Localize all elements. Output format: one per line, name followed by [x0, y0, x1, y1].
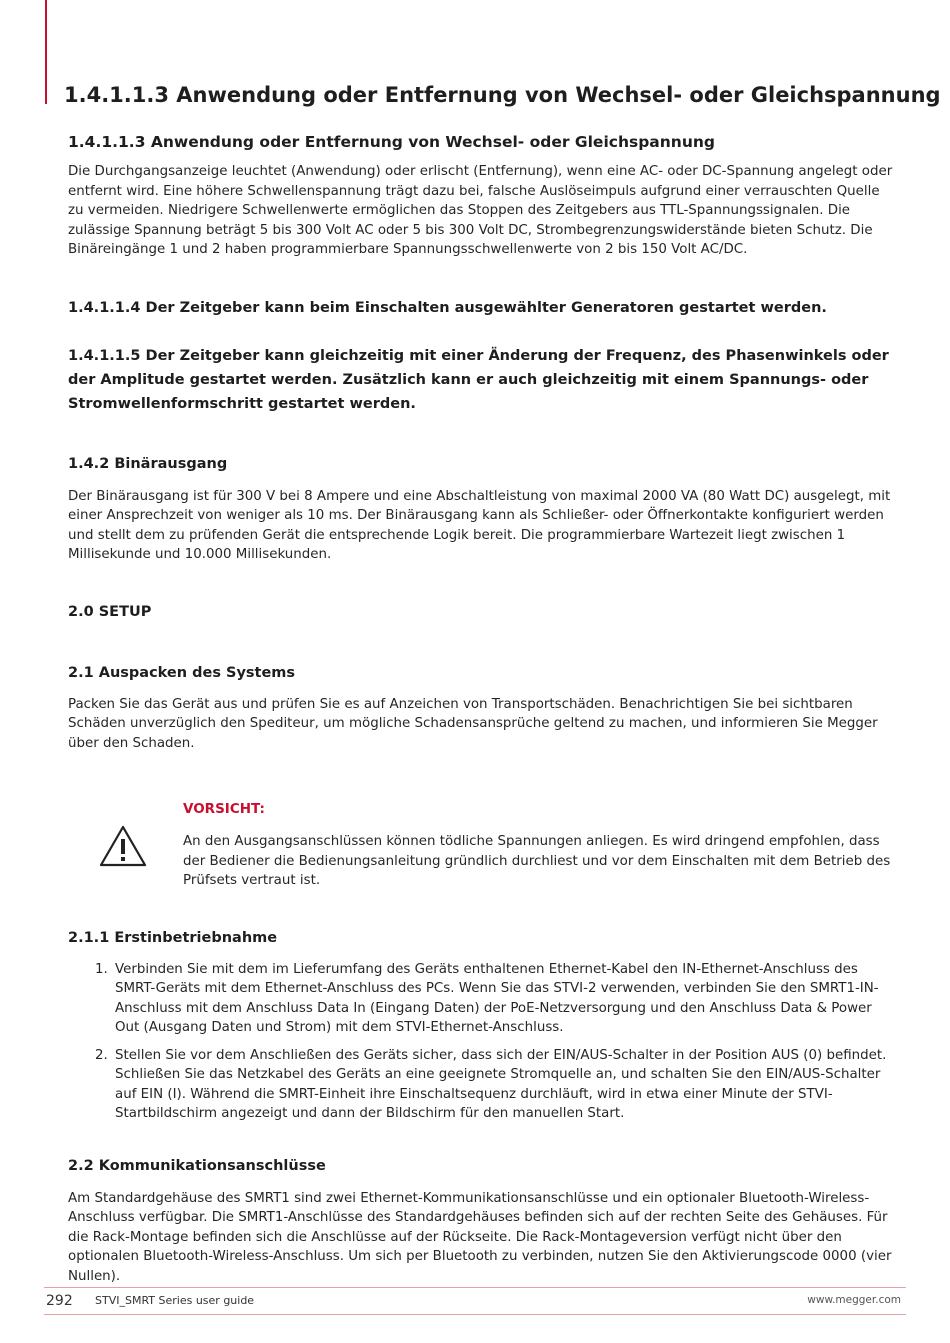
section-heading-1-4-2: 1.4.2 Binärausgang [68, 455, 228, 472]
red-accent-bar [45, 0, 47, 104]
section-body-2-1: Packen Sie das Gerät aus und prüfen Sie es auf Anzeichen von Transportschäden. Benachrichtigen Sie bei sichtbaren Schäden unverzüglich den Spediteur, um mögliche Schadensansprüche geltend zu machen, und informieren Sie Megger über den Schaden. [68, 696, 878, 751]
section-body-1-4-1-1-3: Die Durchgangsanzeige leuchtet (Anwendung) oder erlischt (Entfernung), wenn eine AC- oder DC-Spannung angelegt oder entfernt wird. Eine höhere Schwellenspannung trägt dazu bei, falsche Auslöseimpuls aufgrund einer verrauschten Quelle zu vermeiden. Niedrigere Schwellenwerte ermöglichen das Stoppen des Zeitgebers aus TTL-Spannungssignalen. Die zulässige Spannung beträgt 5 bis 300 Volt AC oder 5 bis 300 Volt DC, Strombegrenzungswiderstände bieten Schutz. Die Binäreingänge 1 und 2 haben programmierbare Spannungsschwellenwerte von 2 bis 150 Volt AC/DC. [68, 164, 893, 257]
section-body-2-2: Am Standardgehäuse des SMRT1 sind zwei Ethernet-Kommunikationsanschlüsse und ein optionaler Bluetooth-Wireless-Anschluss verfügbar. Die SMRT1-Anschlüsse des Standardgehäuses befinden sich auf der rechten Seite des Gehäuses. Für die Rack-Montage befinden sich die Anschlüsse auf der Rückseite. Die Rack-Montageversion verfügt nicht über den optionalen Bluetooth-Wireless-Anschluss. Um sich per Bluetooth zu verbinden, nutzen Sie den Aktivierungscode 0000 (vier Nullen). [68, 1190, 892, 1284]
page-title: 1.4.1.1.3 Anwendung oder Entfernung von Wechsel- oder Gleichspannung [64, 83, 941, 107]
section-heading-2-1: 2.1 Auspacken des Systems [68, 664, 296, 681]
list-item: 1. Verbinden Sie mit dem im Lieferumfang des Geräts enthaltenen Ethernet-Kabel den IN-Ethernet-Anschluss des SMRT-Geräts mit dem Ethernet-Anschluss des PCs. Wenn Sie das STVI-2 verwenden, verbinden Sie den SMRT1-IN-Anschluss mit dem Anschluss Data In (Eingang Daten) der PoE-Netzversorgung und den Anschluss Data & Power Out (Ausgang Daten und Strom) mit dem STVI-Ethernet-Anschluss. [112, 960, 898, 1038]
caution-box [68, 799, 898, 891]
warning-triangle-icon [98, 824, 148, 868]
footer-rule-bottom [44, 1314, 906, 1315]
caution-label: VORSICHT: [183, 801, 265, 817]
document-content [68, 130, 898, 1286]
website-link[interactable]: www.megger.com [807, 1294, 901, 1306]
list-item: 2. Stellen Sie vor dem Anschließen des Geräts sicher, dass sich der EIN/AUS-Schalter in der Position AUS (0) befindet. Schließen Sie das Netzkabel des Geräts an eine geeignete Stromquelle an, und schalten Sie den EIN/AUS-Schalter auf EIN (I). Während die SMRT-Einheit ihre Einschaltsequenz durchläuft, wird in etwa einer Minute der STVI-Startbildschirm angezeigt und dann der Bildschirm für den manuellen Start. [112, 1046, 898, 1124]
section-heading-2-1-1: 2.1.1 Erstinbetriebnahme [68, 929, 278, 946]
section-heading-1-4-1-1-5: 1.4.1.1.5 Der Zeitgeber kann gleichzeitig mit einer Änderung der Frequenz, des Phasenwinkels oder der Amplitude gestartet werden. Zusätzlich kann er auch gleichzeitig mit einem Spannungs- oder Stromwellenformschritt gestartet werden. [68, 347, 889, 412]
section-body-1-4-2: Der Binärausgang ist für 300 V bei 8 Ampere und eine Abschaltleistung von maximal 2000 VA (80 Watt DC) ausgelegt, mit einer Ansprechzeit von weniger als 10 ms. Der Binärausgang kann als Schließer- oder Öffnerkontakte konfiguriert werden und stellt dem zu prüfenden Gerät die entsprechende Logik bereit. Die programmierbare Wartezeit liegt zwischen 1 Millisekunde und 10.000 Millisekunden. [68, 488, 891, 562]
section-heading-2-2: 2.2 Kommunikationsanschlüsse [68, 1157, 326, 1174]
setup-steps-list [68, 960, 898, 1124]
section-heading-2-0: 2.0 SETUP [68, 603, 152, 620]
page-number: 292 [46, 1293, 73, 1309]
section-heading-1-4-1-1-3: 1.4.1.1.3 Anwendung oder Entfernung von Wechsel- oder Gleichspannung [68, 133, 715, 151]
footer-rule-top [44, 1287, 906, 1288]
caution-text: An den Ausgangsanschlüssen können tödliche Spannungen anliegen. Es wird dringend empfohlen, dass der Bediener die Bedienungsanleitung gründlich durchliest und vor dem Einschalten mit dem Betrieb des Prüfsets vertraut ist. [183, 834, 891, 888]
section-heading-1-4-1-1-4: 1.4.1.1.4 Der Zeitgeber kann beim Einschalten ausgewählter Generatoren gestartet werden. [68, 299, 827, 316]
document-name: STVI_SMRT Series user guide [95, 1294, 255, 1307]
